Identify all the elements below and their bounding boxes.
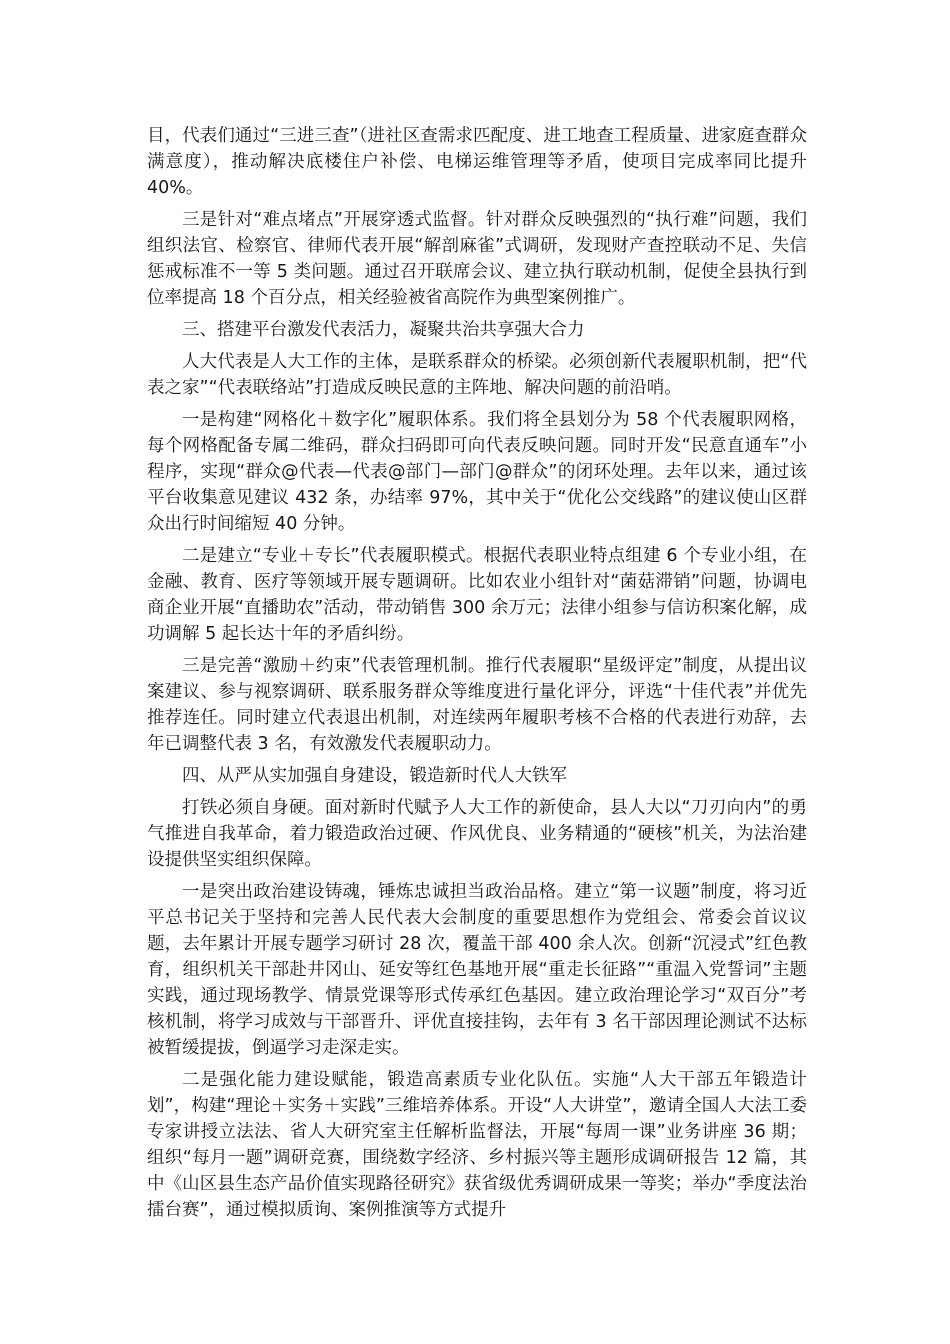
paragraph-capability-building: 二是强化能力建设赋能，锻造高素质专业化队伍。实施“人大干部五年锻造计划”，构建“理论＋实务＋实践”三维培养体系。开设“人大讲堂”，邀请全国人大法工委专家讲授立法法、省人大研究室主任解析监督法，开展“每周一课”业务讲座 36 期；组织“每月一题”调研竞赛，围绕数字经济、乡村振兴等主题形成调研报告 12 篇，其中《山区县生态产品价值实现路径研究》获省级优秀调研成果一等奖；举办“季度法治擂台赛”，通过模拟质询、案例推演等方式提升 xyxy=(147,1070,807,1220)
paragraph-professional-groups: 二是建立“专业＋专长”代表履职模式。根据代表职业特点组建 6 个专业小组，在金融、教育、医疗等领域开展专题调研。比如农业小组针对“菌菇滞销”问题，协调电商企业开展“直播助农”活动，带动销售 300 余万元；法律小组参与信访积案化解，成功调解 5 起长达十年的矛盾纠纷。 xyxy=(147,546,807,644)
section-heading-three: 三、搭建平台激发代表活力，凝聚共治共享强大合力 xyxy=(182,320,585,340)
paragraph-self-building-intro: 打铁必须自身硬。面对新时代赋予人大工作的新使命，县人大以“刀刃向内”的勇气推进自我革命，着力锻造政治过硬、作风优良、业务精通的“硬核”机关，为法治建设提供坚实组织保障。 xyxy=(147,798,807,870)
document-body xyxy=(147,123,807,1229)
section-heading-four: 四、从严从实加强自身建设，锻造新时代人大铁军 xyxy=(182,766,567,786)
paragraph-deputies-intro: 人大代表是人大工作的主体，是联系群众的桥梁。必须创新代表履职机制，把“代表之家”“代表联络站”打造成反映民意的主阵地、解决问题的前沿哨。 xyxy=(147,352,807,398)
paragraph-grid-digital: 一是构建“网格化＋数字化”履职体系。我们将全县划分为 58 个代表履职网格，每个网格配备专属二维码，群众扫码即可向代表反映问题。同时开发“民意直通车”小程序，实现“群众@代表—代表@部门—部门@群众”的闭环处理。去年以来，通过该平台收集意见建议 432 条，办结率 97%，其中关于“优化公交线路”的建议使山区群众出行时间缩短 40 分钟。 xyxy=(147,410,807,534)
paragraph-political-building: 一是突出政治建设铸魂，锤炼忠诚担当政治品格。建立“第一议题”制度，将习近平总书记关于坚持和完善人民代表大会制度的重要思想作为党组会、常委会首议议题，去年累计开展专题学习研讨 28 次，覆盖干部 400 余人次。创新“沉浸式”红色教育，组织机关干部赴井冈山、延安等红色基地开展“重走长征路”“重温入党誓词”主题实践，通过现场教学、情景党课等形式传承红色基因。建立政治理论学习“双百分”考核机制，将学习成效与干部晋升、评优直接挂钩，去年有 3 名干部因理论测试不达标被暂缓提拔，倒逼学习走深走实。 xyxy=(147,882,807,1058)
paragraph-continuation: 目，代表们通过“三进三查”（进社区查需求匹配度、进工地查工程质量、进家庭查群众满意度），推动解决底楼住户补偿、电梯运维管理等矛盾，使项目完成率同比提升 40%。 xyxy=(147,126,807,198)
paragraph-point-three-supervision: 三是针对“难点堵点”开展穿透式监督。针对群众反映强烈的“执行难”问题，我们组织法官、检察官、律师代表开展“解剖麻雀”式调研，发现财产查控联动不足、失信惩戒标准不一等 5 类问题。通过召开联席会议、建立执行联动机制，促使全县执行到位率提高 18 个百分点，相关经验被省高院作为典型案例推广。 xyxy=(147,210,807,308)
paragraph-incentive-constraint: 三是完善“激励＋约束”代表管理机制。推行代表履职“星级评定”制度，从提出议案建议、参与视察调研、联系服务群众等维度进行量化评分，评选“十佳代表”并优先推荐连任。同时建立代表退出机制，对连续两年履职考核不合格的代表进行劝辞，去年已调整代表 3 名，有效激发代表履职动力。 xyxy=(147,656,807,754)
